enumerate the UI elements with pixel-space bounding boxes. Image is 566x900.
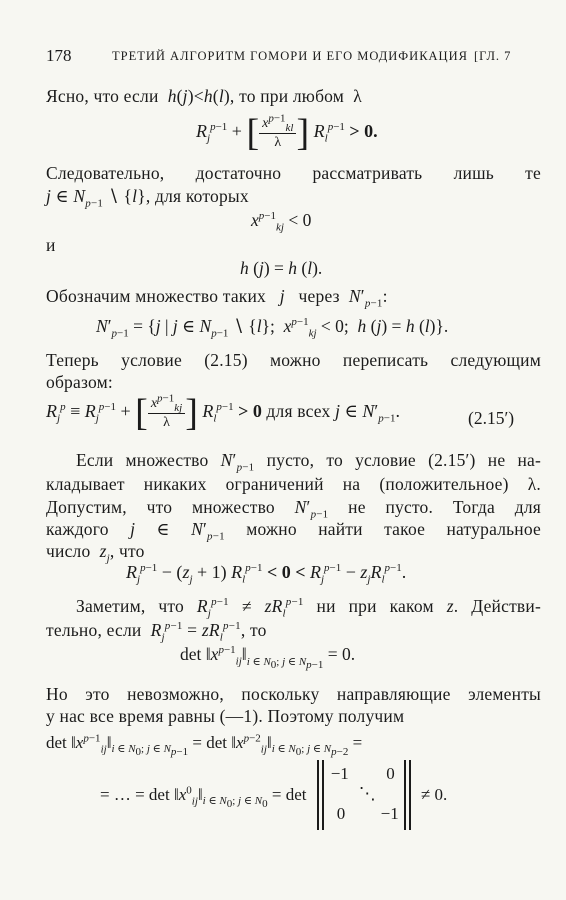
formula-inline: $R_j^{p-1} = zR_l^{p-1}$ [150, 620, 241, 644]
paragraph-line [46, 286, 388, 310]
formula-inline: j [279, 286, 285, 306]
display-formula: $\det ‖x^{p-1}_{ij}‖_{i \in N_0; j \in N_{p-1}} = 0$. [180, 644, 356, 671]
text-run: Ясно, что если [46, 86, 159, 106]
text-run: пусто, то условие (2.15′) не на- [266, 450, 542, 470]
paragraph-line [46, 497, 542, 521]
formula-inline: $N'_{p-1}$ [220, 450, 255, 474]
text-run: каждого [46, 519, 109, 539]
formula-inline: λ [348, 86, 362, 106]
paragraph-line: у нас все время равны (—1). Поэтому получим [46, 706, 405, 726]
display-formula: $R_j^p \equiv R_j^{p-1}$ + [ $\frac{x^{p-1}_{kj}}{\lambda}$ ] $R_l^{p-1} > 0$ для всех j ∈ $N'_{p-1}$. [46, 391, 401, 434]
text-run: , что [109, 541, 145, 561]
text-run: можно найти такое натуральное [246, 519, 541, 539]
paragraph-line: образом: [46, 372, 113, 392]
display-formula: $R_j^{p-1}$ + [ $\frac{x^{p-1}_{kl}}{\lambda}$ ] $R_l^{p-1} > 0$. [196, 111, 378, 154]
paragraph-line: Теперь условие (2.15) можно переписать следующим [46, 350, 541, 370]
formula-inline: $N'_{p-1}$ [294, 497, 329, 521]
formula-inline: z [446, 596, 454, 616]
running-title: ТРЕТИЙ АЛГОРИТМ ГОМОРИ И ЕГО МОДИФИКАЦИЯ [112, 49, 468, 63]
text-run: не пусто. Тогда для [348, 497, 542, 517]
formula-inline: $N'_{p-1}$: [348, 286, 388, 310]
text-run: , то при любом [229, 86, 345, 106]
paragraph-line [76, 596, 541, 620]
paragraph-line: Но это невозможно, поскольку направляющие элементы [46, 684, 541, 704]
text-run: Обозначим множество таких [46, 286, 266, 306]
formula-inline: $z_j$ [99, 541, 110, 565]
text-run: Заметим, что [76, 596, 184, 616]
display-formula: $x^{p-1}_{kj} < 0$ [251, 210, 312, 234]
display-formula: $R_j^{p-1} - (z_j + 1) R_l^{p-1} < 0 < R_j^{p-1} - z_jR_l^{p-1}$. [126, 562, 407, 586]
paragraph-line [76, 450, 542, 474]
text-run: Если множество [76, 450, 209, 470]
display-formula: h (j) = h (l). [240, 258, 323, 278]
text-run: Допустим, что множество [46, 497, 275, 517]
text-run: ни при каком [316, 596, 434, 616]
text-run: через [298, 286, 340, 306]
text-run: для всех [266, 401, 331, 422]
formula-inline: j ∈ $N'_{p-1}$ [130, 519, 225, 543]
text-run: , для которых [145, 186, 249, 206]
paragraph-line: Следовательно, достаточно рассматривать лишь те [46, 163, 541, 183]
diagonal-matrix: −1 0 ⋱ 0 −1 [317, 760, 411, 830]
text-run: тельно, если [46, 620, 142, 640]
text-run: число [46, 541, 91, 561]
paragraph-line [46, 186, 249, 210]
display-formula: $\det ‖x^{p-1}_{ij}‖_{i \in N_0; j \in N_{p-1}} = \det$ $‖x^{p-2}_{ij}‖_{i \in N_0; j \in N_{p-2}}$ = [46, 732, 363, 759]
formula-inline: $R_j^{p-1} \ne zR_l^{p-1}$ [196, 596, 304, 620]
paragraph-line [46, 541, 145, 565]
display-formula: $N'_{p-1} = \{j$ | j ∈ $N_{p-1}$ ∖ {l}; $x^{p-1}_{kj} < 0$; h (j) = h (l)}. [96, 316, 449, 340]
page-number: 178 [46, 46, 72, 65]
formula-inline: j ∈ $N_{p-1}$ ∖ {l} [46, 186, 146, 210]
display-formula: = … = $\det ‖x^0_{ij}‖_{i \in N_0; j \in N_0} = \det$ −1 0 ⋱ 0 −1 ≠ 0. [100, 760, 447, 840]
text-run: , то [240, 620, 267, 640]
paragraph-line: кладывает никаких ограничений на (положительное) λ. [46, 474, 541, 494]
formula-inline: h(j)<h(l) [167, 86, 230, 106]
text-run: . Действи- [453, 596, 541, 616]
equation-label: (2.15′) [468, 408, 515, 428]
paragraph-line: и [46, 235, 56, 255]
paragraph-line [46, 86, 362, 107]
chapter-marker: [ГЛ. 7 [474, 49, 512, 63]
paragraph-line [46, 620, 267, 644]
paragraph-line [46, 519, 541, 543]
